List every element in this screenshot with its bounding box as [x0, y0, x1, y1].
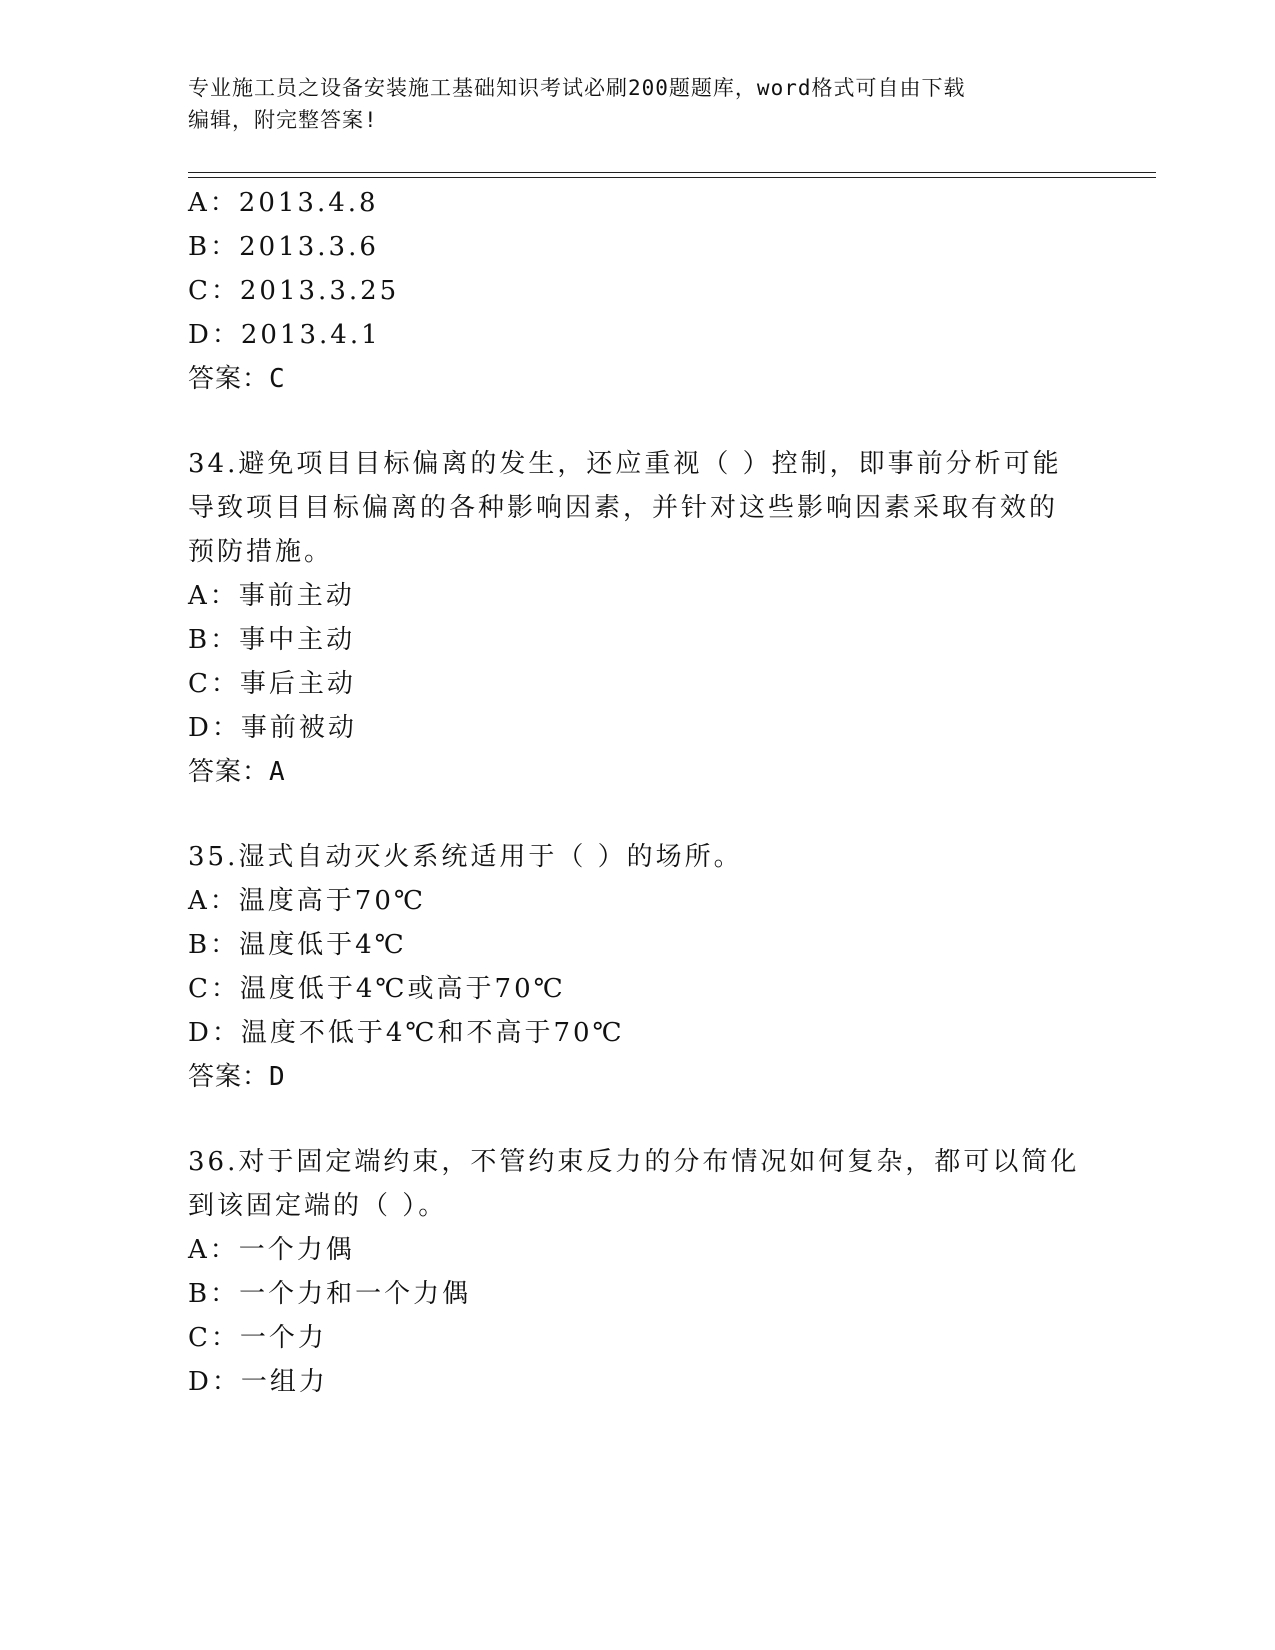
q34-stem-line-1: 34.避免项目目标偏离的发生，还应重视（ ）控制，即事前分析可能	[188, 449, 1062, 479]
q35-answer: 答案：D	[188, 1062, 286, 1092]
q35-stem-line-1: 35.湿式自动灭火系统适用于（ ）的场所。	[188, 842, 743, 872]
q34-stem-line-2: 导致项目目标偏离的各种影响因素，并针对这些影响因素采取有效的	[188, 493, 1059, 523]
q36-option-b: B：一个力和一个力偶	[188, 1279, 472, 1309]
q36-option-c: C：一个力	[188, 1323, 327, 1353]
q33-answer: 答案：C	[188, 364, 286, 394]
header-rule-bottom	[188, 177, 1156, 178]
q35-option-c: C：温度低于4℃或高于70℃	[188, 974, 566, 1004]
q34-option-b: B：事中主动	[188, 625, 356, 655]
q33-option-d: D：2013.4.1	[188, 320, 381, 350]
q34-option-d: D：事前被动	[188, 713, 357, 743]
header-rule-top	[188, 172, 1156, 173]
q35-option-d: D：温度不低于4℃和不高于70℃	[188, 1018, 625, 1048]
q35-option-a: A：温度高于70℃	[188, 886, 426, 916]
q33-option-c: C：2013.3.25	[188, 276, 400, 306]
header-title-line-2: 编辑，附完整答案!	[188, 108, 378, 132]
header-title-line-1: 专业施工员之设备安装施工基础知识考试必刷200题题库，word格式可自由下载	[188, 76, 966, 100]
q34-stem-line-3: 预防措施。	[188, 537, 334, 567]
q33-option-b: B：2013.3.6	[188, 232, 379, 262]
document-header	[188, 72, 1068, 136]
q34-option-c: C：事后主动	[188, 669, 356, 699]
q36-stem-line-2: 到该固定端的（ ）。	[188, 1191, 448, 1221]
q33-option-a: A：2013.4.8	[188, 188, 379, 218]
q34-option-a: A：事前主动	[188, 581, 355, 611]
q34-answer: 答案：A	[188, 757, 286, 787]
q36-option-d: D：一组力	[188, 1367, 328, 1397]
q35-option-b: B：温度低于4℃	[188, 930, 407, 960]
q36-option-a: A：一个力偶	[188, 1235, 355, 1265]
q36-stem-line-1: 36.对于固定端约束，不管约束反力的分布情况如何复杂，都可以简化	[188, 1147, 1080, 1177]
